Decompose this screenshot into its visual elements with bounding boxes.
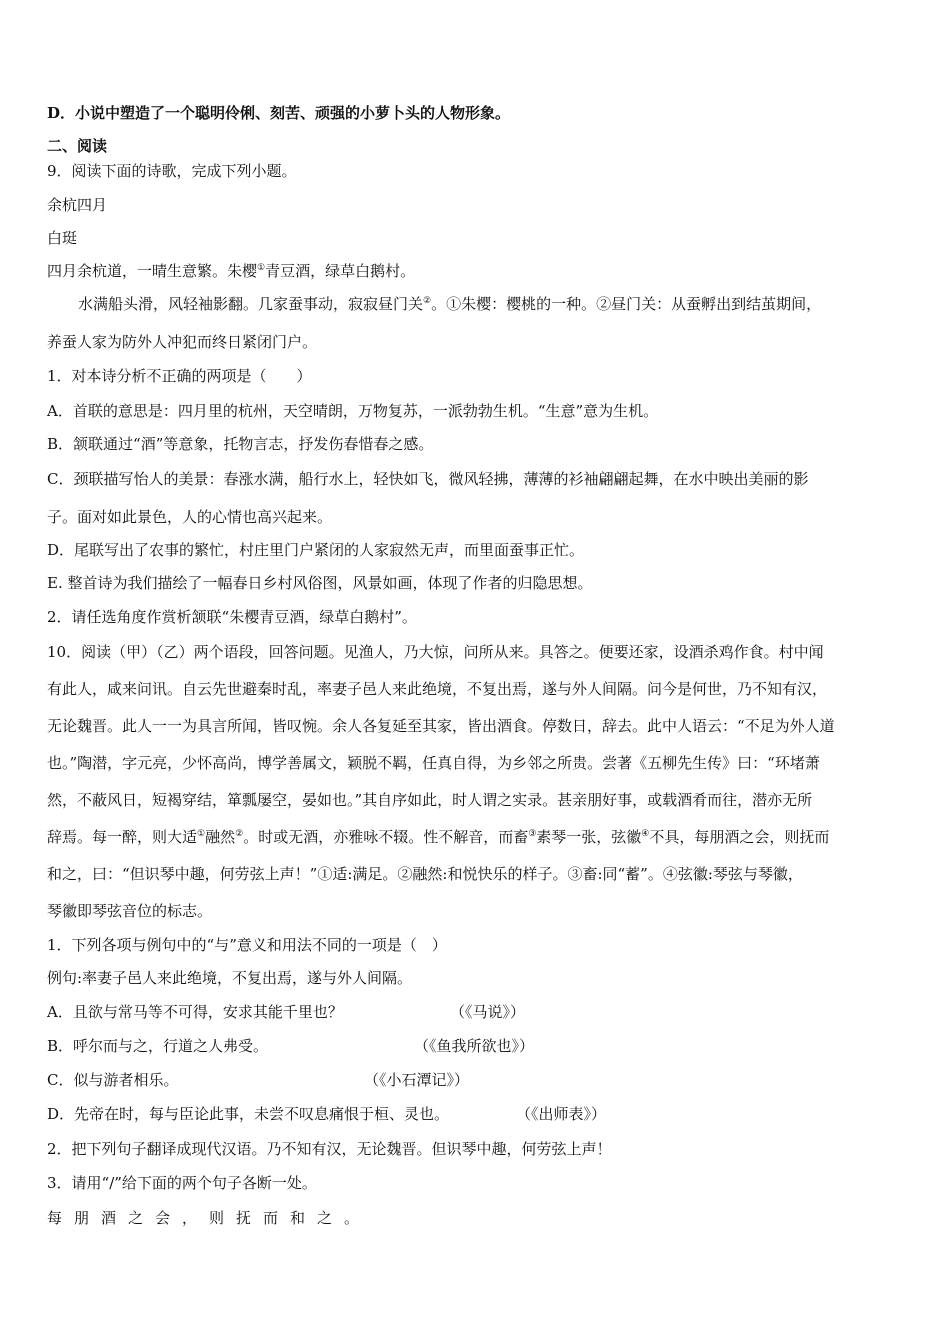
- q10-para-line-8: 琴徽即琴弦音位的标志。: [47, 902, 213, 920]
- q10-option-c: C．似与游者相乐。: [47, 1071, 179, 1089]
- text-run: 素琴一张，弦徽: [536, 828, 642, 846]
- q10-para-line-4: 也。”陶潜，字元亮，少怀高尚，博学善属文，颖脱不羁，任真自得，为乡邻之所贵。尝著《五柳先生传》曰：“环堵萧: [47, 754, 820, 772]
- poem-line-2-b: 。①朱樱：樱桃的一种。②昼门关：从蚕孵出到结茧期间，: [431, 295, 822, 313]
- text-run: 不具，每朋酒之会，则抚而: [649, 828, 830, 846]
- footnote-mark: ①: [197, 829, 206, 839]
- text-run: 融然: [205, 828, 236, 846]
- q9-prompt: 9．阅读下面的诗歌，完成下列小题。: [47, 162, 297, 180]
- q10-para-line-6: [47, 827, 829, 847]
- footnote-mark: ①: [257, 263, 266, 273]
- q10-para-line-1: 10．阅读（甲）（乙）两个语段，回答问题。见渔人，乃大惊，问所从来。具答之。便要还家，设酒杀鸡作食。村中闻: [47, 643, 824, 661]
- footnote-mark: ④: [641, 829, 650, 839]
- q9-option-c-cont: 子。面对如此景色，人的心情也高兴起来。: [47, 508, 333, 526]
- q10-sub2: 2．把下列句子翻译成现代汉语。乃不知有汉，无论魏晋。但识琴中趣，何劳弦上声！: [47, 1140, 612, 1158]
- poem-title: 余杭四月: [47, 196, 108, 214]
- q9-option-c: C．颈联描写怡人的美景：春涨水满，船行水上，轻快如飞，微风轻拂，薄薄的衫袖翩翩起舞，在水中映出美丽的影: [47, 470, 809, 488]
- q9-sub1: 1．对本诗分析不正确的两项是（ ）: [47, 367, 312, 385]
- q9-option-b: B．颔联通过“酒”等意象，托物言志，抒发伤春惜春之感。: [47, 435, 434, 453]
- poem-note-cont: 养蚕人家为防外人冲犯而终日紧闭门户。: [47, 333, 318, 351]
- q9-sub2: 2．请任选角度作赏析颔联“朱樱青豆酒，绿草白鹅村”。: [47, 608, 417, 626]
- q10-option-c-source: （《小石潭记》）: [364, 1071, 470, 1089]
- q10-sub1: 1．下列各项与例句中的“与”意义和用法不同的一项是（ ）: [47, 936, 447, 954]
- poem-line-1-b: 青豆酒，绿草白鹅村。: [265, 262, 416, 280]
- q10-para-line-7: 和之，曰：“但识琴中趣，何劳弦上声！”①适:满足。②融然:和悦快乐的样子。③畜:同“蓄”。④弦徽:琴弦与琴徽，: [47, 865, 803, 883]
- poem-line-2-a: 水满船头滑，风轻袖影翻。几家蚕事动，寂寂昼门关: [78, 295, 424, 313]
- q10-para-line-5: 然，不蔽风日，短褐穿结，箪瓢屡空，晏如也。”其自序如此，时人谓之实录。甚亲朋好事，或载酒肴而往，潜亦无所: [47, 791, 813, 809]
- q10-option-d: D．先帝在时，每与臣论此事，未尝不叹息痛恨于桓、灵也。: [47, 1105, 450, 1123]
- q10-option-a-source: （《马说》）: [450, 1003, 526, 1021]
- footnote-mark: ②: [235, 829, 244, 839]
- q9-option-e: E. 整首诗为我们描绘了一幅春日乡村风俗图，风景如画，体现了作者的归隐思想。: [47, 574, 593, 592]
- poem-author: 白珽: [47, 229, 78, 247]
- q9-option-d: D．尾联写出了农事的繁忙，村庄里门户紧闭的人家寂然无声，而里面蚕事正忙。: [47, 541, 585, 559]
- footnote-mark: ③: [528, 829, 537, 839]
- q10-option-b-source: （《鱼我所欲也》）: [414, 1037, 535, 1055]
- option-d-previous: D．小说中塑造了一个聪明伶俐、刻苦、顽强的小萝卜头的人物形象。: [47, 104, 511, 122]
- q9-option-a: A．首联的意思是：四月里的杭州，天空晴朗，万物复苏，一派勃勃生机。“生意”意为生机。: [47, 402, 659, 420]
- poem-line-1: [47, 261, 415, 281]
- poem-line-1-a: 四月余杭道，一晴生意繁。朱樱: [47, 262, 258, 280]
- q10-example: 例句:率妻子邑人来此绝境，不复出焉，遂与外人间隔。: [47, 969, 413, 987]
- q10-option-b: B．呼尔而与之，行道之人弗受。: [47, 1037, 269, 1055]
- q10-sentence: 每朋酒之会，则抚而和之。: [47, 1209, 372, 1227]
- section-heading: 二、阅读: [47, 137, 108, 155]
- q10-para-line-3: 无论魏晋。此人一一为具言所闻，皆叹惋。余人各复延至其家，皆出酒食。停数日，辞去。此中人语云：“不足为外人道: [47, 717, 835, 735]
- q10-option-a: A．且欲与常马等不可得，安求其能千里也？: [47, 1003, 343, 1021]
- text-run: 辞焉。每一醉，则大适: [47, 828, 198, 846]
- q10-option-d-source: （《出师表》）: [516, 1105, 607, 1123]
- footnote-mark: ②: [423, 296, 432, 306]
- q10-para-line-2: 有此人，咸来问讯。自云先世避秦时乱，率妻子邑人来此绝境，不复出焉，遂与外人间隔。问今是何世，乃不知有汉，: [47, 680, 828, 698]
- poem-line-2: [78, 294, 821, 314]
- text-run: 。时或无酒，亦雅咏不辍。性不解音，而畜: [243, 828, 529, 846]
- q10-sub3: 3．请用“/”给下面的两个句子各断一处。: [47, 1174, 317, 1192]
